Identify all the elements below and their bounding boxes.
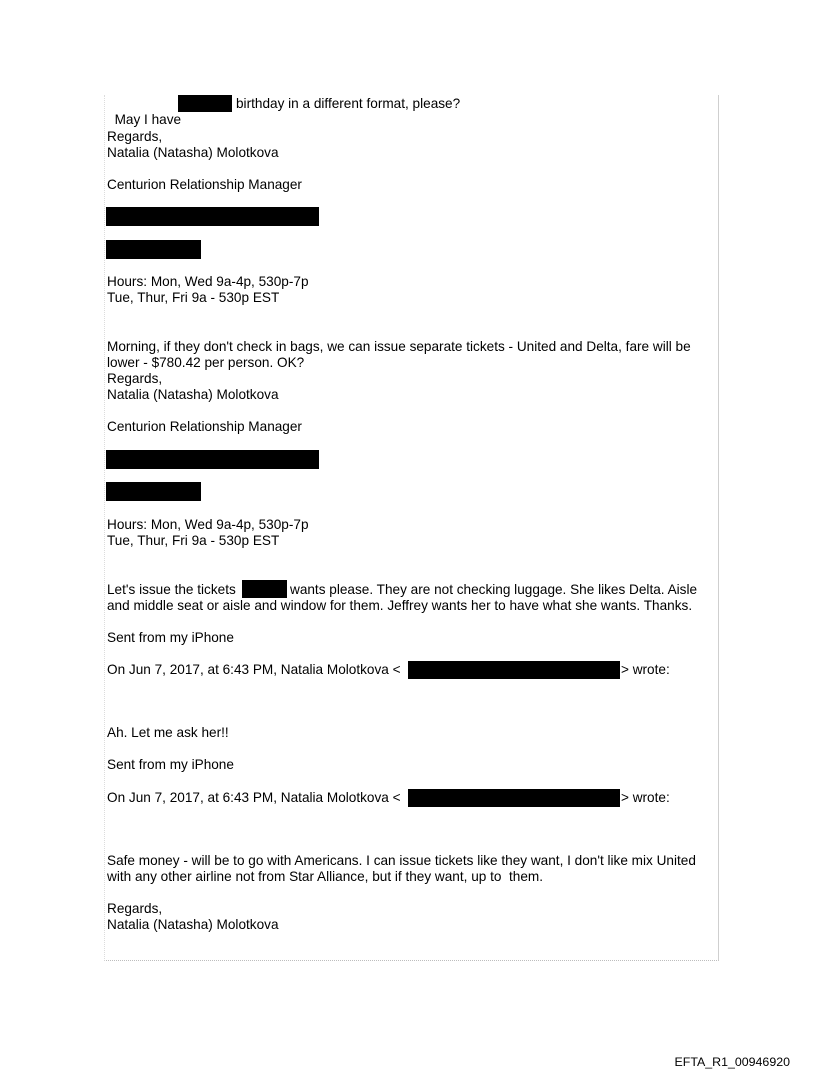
hours-line-2: Tue, Thur, Fri 9a - 530p EST xyxy=(107,533,280,548)
sent-from-text: Sent from my iPhone xyxy=(107,757,234,772)
sender-title: Centurion Relationship Manager xyxy=(107,419,302,434)
document-id: EFTA_R1_00946920 xyxy=(674,1055,790,1069)
message-4-line-1: Ah. Let me ask her!! xyxy=(107,725,229,740)
message-5-line-2: with any other airline not from Star Alliance, but if they want, up to them. xyxy=(107,869,543,884)
redaction-block xyxy=(408,661,620,679)
redaction-block xyxy=(106,240,201,259)
message-1-text-a: May I have xyxy=(114,112,182,127)
redaction-block xyxy=(106,207,319,226)
sender-name: Natalia (Natasha) Molotkova xyxy=(107,387,279,402)
sent-from-text: Sent from my iPhone xyxy=(107,630,234,645)
message-3-text-a: Let's issue the tickets xyxy=(107,582,236,597)
quote-header-b: > wrote: xyxy=(621,790,670,805)
sender-name: Natalia (Natasha) Molotkova xyxy=(107,145,279,160)
regards-text: Regards, xyxy=(107,129,163,144)
redaction-block xyxy=(242,580,287,598)
quote-header-a: On Jun 7, 2017, at 6:43 PM, Natalia Molotkova < xyxy=(107,662,401,677)
message-2-line-1: Morning, if they don't check in bags, we can issue separate tickets - United and Delta, fare will be xyxy=(107,339,691,354)
quote-header-a: On Jun 7, 2017, at 6:43 PM, Natalia Molotkova < xyxy=(107,790,401,805)
message-3-text-b: wants please. They are not checking luggage. She likes Delta. Aisle xyxy=(290,582,698,597)
hours-line-2: Tue, Thur, Fri 9a - 530p EST xyxy=(107,290,280,305)
hours-line-1: Hours: Mon, Wed 9a-4p, 530p-7p xyxy=(107,517,309,532)
message-5-line-1: Safe money - will be to go with Americans. I can issue tickets like they want, I don't like mix United xyxy=(107,853,696,868)
sender-name: Natalia (Natasha) Molotkova xyxy=(107,917,279,932)
message-1-text-b: birthday in a different format, please? xyxy=(236,96,461,111)
message-3-line-2: and middle seat or aisle and window for them. Jeffrey wants her to have what she wants. Thanks. xyxy=(107,598,693,613)
redaction-block xyxy=(178,95,232,112)
quote-header-b: > wrote: xyxy=(621,662,670,677)
redaction-block xyxy=(106,482,201,501)
redaction-block xyxy=(106,450,319,469)
regards-text: Regards, xyxy=(107,901,163,916)
redaction-block xyxy=(408,789,620,807)
sender-title: Centurion Relationship Manager xyxy=(107,177,302,192)
message-2-line-2: lower - $780.42 per person. OK? xyxy=(107,355,305,370)
hours-line-1: Hours: Mon, Wed 9a-4p, 530p-7p xyxy=(107,274,309,289)
regards-text: Regards, xyxy=(107,371,163,386)
message-1-line xyxy=(107,96,181,128)
